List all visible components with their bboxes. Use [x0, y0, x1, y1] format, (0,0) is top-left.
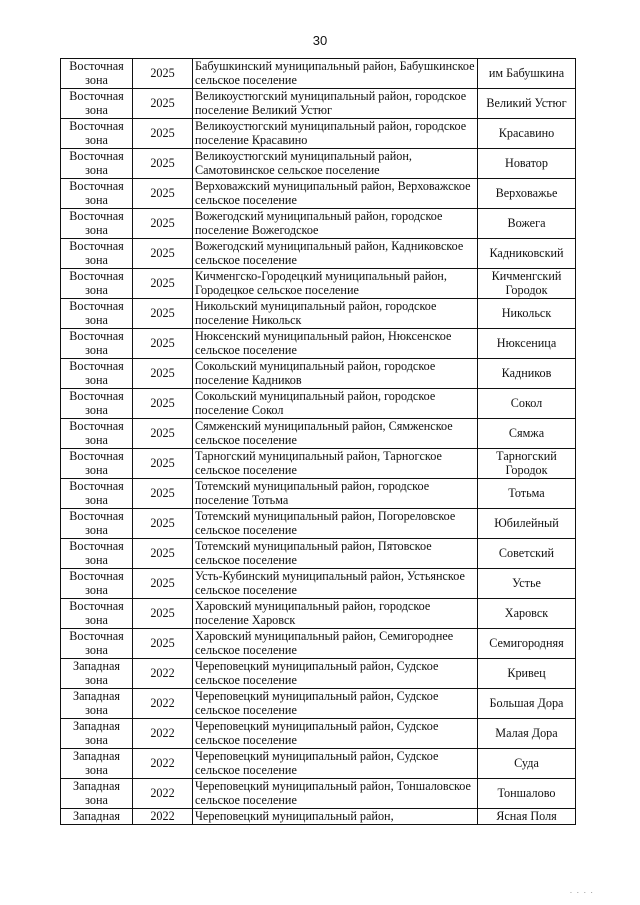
zone-cell: Западная зона [61, 719, 133, 749]
district-cell: Харовский муниципальный район, городское поселение Харовск [193, 599, 478, 629]
settlement-cell: Красавино [478, 119, 576, 149]
year-cell: 2025 [133, 329, 193, 359]
zone-cell: Восточная зона [61, 359, 133, 389]
zone-cell: Западная зона [61, 689, 133, 719]
settlement-cell: Никольск [478, 299, 576, 329]
table-body [61, 59, 576, 825]
zone-cell: Западная зона [61, 779, 133, 809]
table-row [61, 449, 576, 479]
settlement-cell: Тоншалово [478, 779, 576, 809]
year-cell: 2025 [133, 599, 193, 629]
table-row [61, 59, 576, 89]
district-cell: Тарногский муниципальный район, Тарногское сельское поселение [193, 449, 478, 479]
district-cell: Череповецкий муниципальный район, Судское сельское поселение [193, 689, 478, 719]
district-cell: Кичменгско-Городецкий муниципальный район, Городецкое сельское поселение [193, 269, 478, 299]
year-cell: 2022 [133, 719, 193, 749]
district-cell: Великоустюгский муниципальный район, городское поселение Красавино [193, 119, 478, 149]
district-cell: Сокольский муниципальный район, городское поселение Кадников [193, 359, 478, 389]
year-cell: 2025 [133, 149, 193, 179]
table-row [61, 719, 576, 749]
table-row [61, 779, 576, 809]
table-row [61, 479, 576, 509]
zone-cell: Западная [61, 809, 133, 825]
zone-cell: Восточная зона [61, 629, 133, 659]
table-row [61, 149, 576, 179]
year-cell: 2025 [133, 59, 193, 89]
zone-cell: Восточная зона [61, 449, 133, 479]
year-cell: 2025 [133, 209, 193, 239]
year-cell: 2025 [133, 479, 193, 509]
table-row [61, 119, 576, 149]
year-cell: 2025 [133, 569, 193, 599]
table-row [61, 359, 576, 389]
zone-cell: Восточная зона [61, 89, 133, 119]
zone-cell: Восточная зона [61, 209, 133, 239]
year-cell: 2025 [133, 539, 193, 569]
table-row [61, 599, 576, 629]
district-cell: Бабушкинский муниципальный район, Бабушкинское сельское поселение [193, 59, 478, 89]
settlement-cell: Малая Дора [478, 719, 576, 749]
table-row [61, 179, 576, 209]
year-cell: 2025 [133, 179, 193, 209]
district-cell: Верховажский муниципальный район, Верховажское сельское поселение [193, 179, 478, 209]
district-cell: Усть-Кубинский муниципальный район, Устьянское сельское поселение [193, 569, 478, 599]
district-cell: Великоустюгский муниципальный район, городское поселение Великий Устюг [193, 89, 478, 119]
district-cell: Тотемский муниципальный район, Погореловское сельское поселение [193, 509, 478, 539]
year-cell: 2025 [133, 389, 193, 419]
table-row [61, 659, 576, 689]
year-cell: 2025 [133, 299, 193, 329]
zone-cell: Восточная зона [61, 269, 133, 299]
zone-cell: Восточная зона [61, 299, 133, 329]
zone-cell: Восточная зона [61, 539, 133, 569]
zone-cell: Восточная зона [61, 329, 133, 359]
district-cell: Сямженский муниципальный район, Сямженское сельское поселение [193, 419, 478, 449]
district-cell: Великоустюгский муниципальный район, Самотовинское сельское поселение [193, 149, 478, 179]
table-row [61, 209, 576, 239]
year-cell: 2022 [133, 689, 193, 719]
settlement-cell: Большая Дора [478, 689, 576, 719]
district-cell: Харовский муниципальный район, Семигороднее сельское поселение [193, 629, 478, 659]
table-row [61, 239, 576, 269]
table-row [61, 689, 576, 719]
year-cell: 2025 [133, 509, 193, 539]
year-cell: 2025 [133, 119, 193, 149]
year-cell: 2025 [133, 419, 193, 449]
settlement-cell: Нюксеница [478, 329, 576, 359]
zone-cell: Восточная зона [61, 59, 133, 89]
zone-cell: Восточная зона [61, 389, 133, 419]
settlement-cell: Тотьма [478, 479, 576, 509]
year-cell: 2025 [133, 629, 193, 659]
table-row [61, 389, 576, 419]
year-cell: 2025 [133, 269, 193, 299]
year-cell: 2025 [133, 359, 193, 389]
zone-cell: Восточная зона [61, 179, 133, 209]
settlement-cell: Кривец [478, 659, 576, 689]
zone-cell: Западная зона [61, 749, 133, 779]
year-cell: 2022 [133, 779, 193, 809]
table-row [61, 539, 576, 569]
table-row [61, 329, 576, 359]
district-cell: Тотемский муниципальный район, Пятовское сельское поселение [193, 539, 478, 569]
zone-cell: Восточная зона [61, 509, 133, 539]
zone-cell: Восточная зона [61, 149, 133, 179]
year-cell: 2022 [133, 659, 193, 689]
settlement-cell: Великий Устюг [478, 89, 576, 119]
district-cell: Вожегодский муниципальный район, городское поселение Вожегодское [193, 209, 478, 239]
settlement-cell: Суда [478, 749, 576, 779]
district-cell: Череповецкий муниципальный район, Судское сельское поселение [193, 719, 478, 749]
settlements-table [60, 58, 576, 825]
year-cell: 2025 [133, 239, 193, 269]
table-row [61, 89, 576, 119]
year-cell: 2025 [133, 449, 193, 479]
district-cell: Череповецкий муниципальный район, Судское сельское поселение [193, 659, 478, 689]
district-cell: Вожегодский муниципальный район, Кадниковское сельское поселение [193, 239, 478, 269]
settlement-cell: им Бабушкина [478, 59, 576, 89]
settlement-cell: Устье [478, 569, 576, 599]
settlement-cell: Советский [478, 539, 576, 569]
settlement-cell: Ясная Поля [478, 809, 576, 825]
district-cell: Никольский муниципальный район, городское поселение Никольск [193, 299, 478, 329]
settlement-cell: Верховажье [478, 179, 576, 209]
settlement-cell: Кадниковский [478, 239, 576, 269]
zone-cell: Восточная зона [61, 599, 133, 629]
settlement-cell: Сямжа [478, 419, 576, 449]
district-cell: Сокольский муниципальный район, городское поселение Сокол [193, 389, 478, 419]
table-row [61, 809, 576, 825]
year-cell: 2022 [133, 749, 193, 779]
year-cell: 2025 [133, 89, 193, 119]
table-row [61, 419, 576, 449]
district-cell: Нюксенский муниципальный район, Нюксенское сельское поселение [193, 329, 478, 359]
table-row [61, 269, 576, 299]
zone-cell: Западная зона [61, 659, 133, 689]
settlement-cell: Кадников [478, 359, 576, 389]
zone-cell: Восточная зона [61, 479, 133, 509]
district-cell: Череповецкий муниципальный район, Судское сельское поселение [193, 749, 478, 779]
settlement-cell: Вожега [478, 209, 576, 239]
district-cell: Череповецкий муниципальный район, Тоншаловское сельское поселение [193, 779, 478, 809]
page-number: 30 [312, 33, 328, 48]
zone-cell: Восточная зона [61, 569, 133, 599]
district-cell: Тотемский муниципальный район, городское поселение Тотьма [193, 479, 478, 509]
settlement-cell: Семигородняя [478, 629, 576, 659]
district-cell: Череповецкий муниципальный район, [193, 809, 478, 825]
settlement-cell: Сокол [478, 389, 576, 419]
table-row [61, 299, 576, 329]
zone-cell: Восточная зона [61, 239, 133, 269]
settlement-cell: Кичменгский Городок [478, 269, 576, 299]
table-row [61, 749, 576, 779]
zone-cell: Восточная зона [61, 119, 133, 149]
footer-mark: · · · · [569, 888, 594, 897]
table-row [61, 509, 576, 539]
settlement-cell: Тарногский Городок [478, 449, 576, 479]
settlement-cell: Юбилейный [478, 509, 576, 539]
table-row [61, 569, 576, 599]
settlement-cell: Новатор [478, 149, 576, 179]
settlement-cell: Харовск [478, 599, 576, 629]
zone-cell: Восточная зона [61, 419, 133, 449]
year-cell: 2022 [133, 809, 193, 825]
table-row [61, 629, 576, 659]
